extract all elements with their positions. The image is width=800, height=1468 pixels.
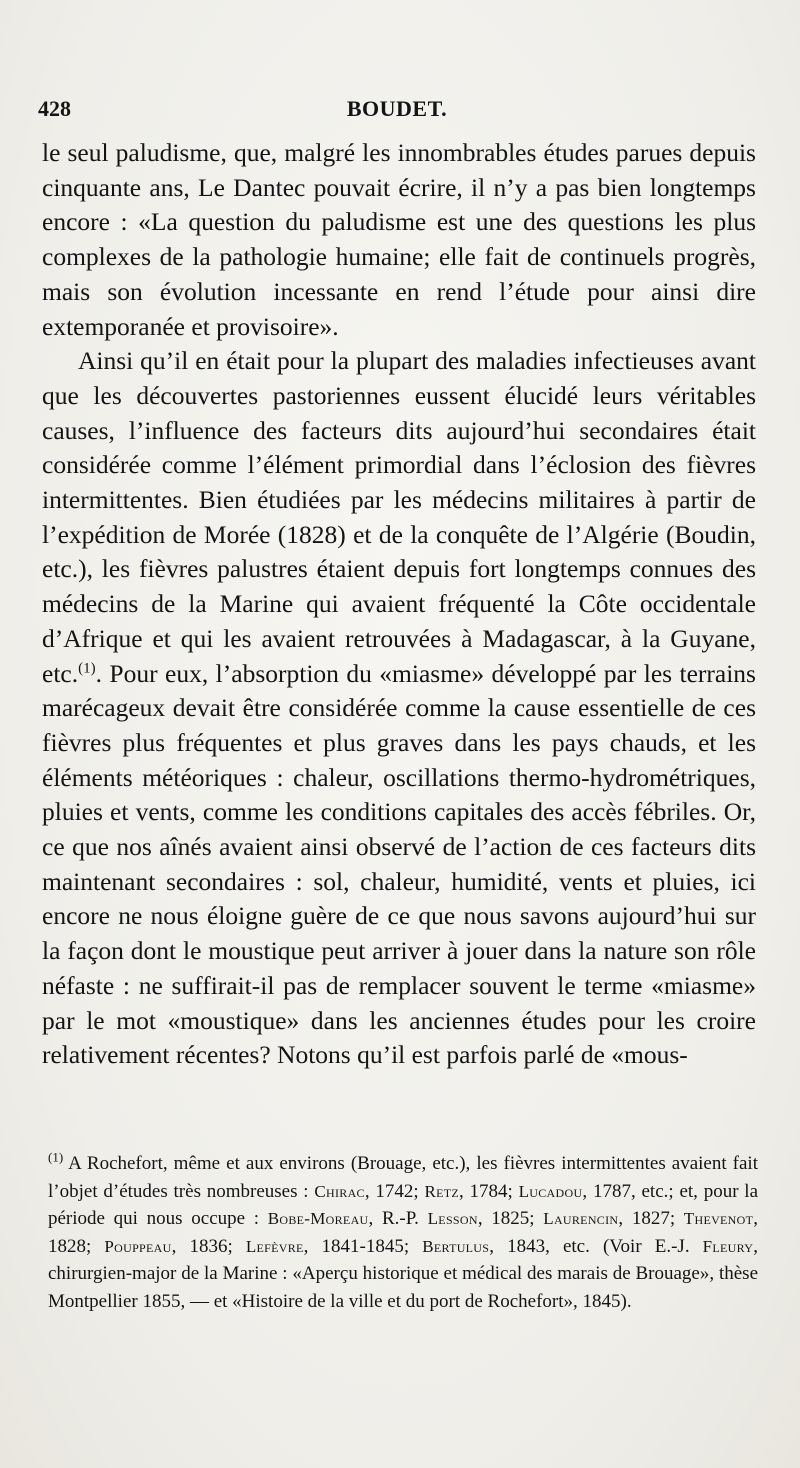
paragraph-1: le seul paludisme, que, malgré les innombrables études parues depuis cinquante ans, Le Dantec pouvait écrire, il n’y a pas bien longtemps encore : «La question du paludisme est une des questions les plus complexes de la pathologie humaine; elle fait de continuels progrès, mais son évolution incessante en rend l’étude pour ainsi dire extemporanée et provisoire». — [42, 138, 756, 341]
author-name: Fleury — [702, 1236, 754, 1256]
footnotes — [48, 1150, 758, 1315]
footnote-text: , 1841-1845; — [303, 1235, 423, 1257]
footnote-text: , R.-P. — [368, 1208, 428, 1229]
page-header — [38, 96, 756, 130]
paragraph-2 — [42, 344, 756, 1073]
author-name: Thevenot — [683, 1209, 754, 1228]
footnote-1 — [48, 1150, 758, 1315]
author-name: Retz — [424, 1181, 459, 1201]
author-name: Bobe-Moreau — [267, 1209, 369, 1228]
author-name: Pouppeau — [104, 1236, 172, 1256]
page-number: 428 — [38, 96, 71, 121]
footnote-text: A Rochefort, même et aux environs (Brouage, etc.), les fièvres intermittentes avaient fait l’objet d’études très nombreuses : — [48, 1153, 758, 1202]
footnote-text: , 1836; — [171, 1235, 246, 1257]
author-name: Lucadou — [518, 1181, 583, 1201]
paragraph-2-part-a: Ainsi qu’il en était pour la plupart des maladies infectieuses avant que les découvertes pastoriennes eussent élucidé leurs véritables causes, l’influence des facteurs dits aujourd’hui secondaires était considérée comme l’élément primordial dans l’éclosion des fièvres intermittentes. Bien étudiées par les médecins militaires à partir de l’expédition de Morée (1828) et de la conquête de l’Algérie (Boudin, etc.), les fièvres palustres étaient depuis fort longtemps connues des médecins de la Marine qui avaient fréquenté la Côte occidentale d’Afrique et qui les avaient retrouvées à Madagascar, à la Guyane, etc. — [42, 346, 756, 688]
author-name: Laurencin — [543, 1209, 619, 1228]
author-name: Bertulus — [422, 1236, 490, 1256]
running-head: BOUDET. — [346, 96, 448, 121]
footnote-text: , 1787, etc.; et, pour la période qui nous occupe : — [48, 1180, 759, 1229]
footnote-text: , 1828; — [48, 1208, 758, 1257]
footnote-text: , 1742; — [364, 1180, 425, 1202]
footnote-text: , 1784; — [458, 1180, 519, 1202]
author-name: Lefèvre — [245, 1236, 304, 1256]
footnote-text: , 1843, etc. (Voir E.-J. — [489, 1235, 703, 1257]
paragraph-2-part-b: . Pour eux, l’absorption du «miasme» développé par les terrains marécageux devait être considérée comme la cause essentielle de ces fièvres plus fréquentes et plus graves dans les pays chauds, et les éléments météoriques : chaleur, oscillations thermo-hydrométriques, pluies et vents, comme les conditions capitales des accès fébriles. Or, ce que nos aînés avaient ainsi observé de l’action de ces facteurs dits maintenant secondaires : sol, chaleur, humidité, vents et pluies, ici encore ne nous éloigne guère de ce que nous savons aujourd’hui sur la façon dont le moustique peut arriver à jouer dans la nature son rôle néfaste : ne suffirait-il pas de remplacer souvent le terme «miasme» par le mot «moustique» dans les anciennes études pour les croire relativement récentes? Notons qu’il est parfois parlé de «mous- — [42, 658, 756, 1070]
footnote-mark: (1) — [48, 1149, 64, 1165]
footnote-text: , 1825; — [477, 1208, 544, 1229]
footnote-text: , 1827; — [618, 1208, 684, 1229]
main-text — [42, 136, 756, 1073]
footnote-reference: (1) — [78, 660, 96, 677]
footnote-text: , chirurgien-major de la Marine : «Aperçu historique et médical des marais de Brouage», thèse Montpellier 1855, — et «Histoire de la ville et du port de Rochefort», 1845). — [48, 1235, 759, 1312]
author-name: Lesson — [427, 1209, 478, 1228]
author-name: Chirac — [314, 1181, 365, 1201]
